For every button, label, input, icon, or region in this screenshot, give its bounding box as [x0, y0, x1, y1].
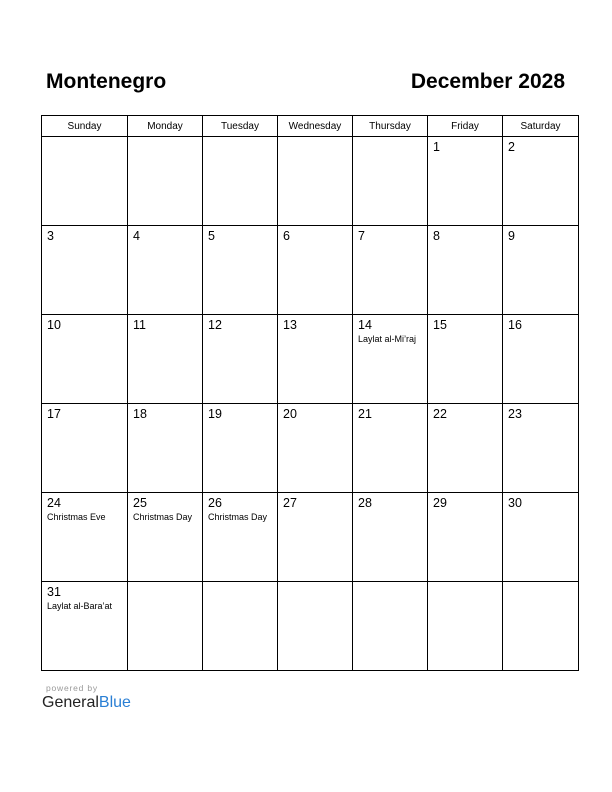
day-number: 29	[433, 496, 447, 510]
holiday-label: Christmas Day	[133, 512, 193, 522]
day-cell	[203, 226, 278, 315]
week-row	[42, 315, 579, 404]
day-cell	[278, 404, 353, 493]
day-number: 28	[358, 496, 372, 510]
day-cell	[503, 404, 579, 493]
holiday-label: Laylat al-Mi’raj	[358, 334, 417, 344]
week-row	[42, 137, 579, 226]
day-cell	[128, 137, 203, 226]
holiday-label: Laylat al-Bara’at	[47, 601, 113, 611]
day-number: 15	[433, 318, 447, 332]
weekday-header-row	[42, 116, 579, 137]
day-number: 12	[208, 318, 222, 332]
day-cell	[503, 493, 579, 582]
day-cell	[203, 493, 278, 582]
day-cell	[353, 315, 428, 404]
day-number: 24	[47, 496, 61, 510]
day-cell	[428, 226, 503, 315]
day-number: 26	[208, 496, 222, 510]
day-cell	[42, 137, 128, 226]
day-cell	[278, 315, 353, 404]
holiday-label: Christmas Day	[208, 512, 268, 522]
day-number: 11	[133, 318, 146, 332]
weekday-header: Sunday	[42, 116, 128, 137]
day-number: 3	[47, 229, 54, 243]
day-cell	[278, 493, 353, 582]
day-cell	[353, 226, 428, 315]
weekday-header: Thursday	[353, 116, 428, 137]
day-cell	[128, 315, 203, 404]
day-number: 5	[208, 229, 215, 243]
day-number: 17	[47, 407, 61, 421]
day-number: 30	[508, 496, 522, 510]
day-cell	[503, 226, 579, 315]
day-cell	[503, 582, 579, 671]
day-cell	[353, 404, 428, 493]
day-cell	[428, 582, 503, 671]
day-number: 4	[133, 229, 140, 243]
day-cell	[128, 582, 203, 671]
day-cell	[42, 404, 128, 493]
day-number: 23	[508, 407, 522, 421]
day-cell	[42, 315, 128, 404]
day-cell	[278, 137, 353, 226]
day-cell	[203, 582, 278, 671]
day-cell	[42, 582, 128, 671]
day-number: 10	[47, 318, 61, 332]
day-cell	[42, 226, 128, 315]
weekday-header: Tuesday	[203, 116, 278, 137]
week-row	[42, 582, 579, 671]
day-cell	[428, 493, 503, 582]
day-number: 20	[283, 407, 297, 421]
day-number: 31	[47, 585, 61, 599]
day-number: 1	[433, 140, 440, 154]
day-cell	[278, 226, 353, 315]
generalblue-logo[interactable]	[42, 694, 131, 712]
weekday-header: Saturday	[503, 116, 579, 137]
day-number: 27	[283, 496, 297, 510]
day-cell	[353, 137, 428, 226]
day-cell	[503, 315, 579, 404]
day-cell	[128, 226, 203, 315]
day-number: 13	[283, 318, 297, 332]
powered-by-label: powered by	[46, 683, 98, 693]
brand-general-text: General	[42, 694, 99, 711]
brand-blue-text: Blue	[98, 694, 131, 711]
day-cell	[353, 582, 428, 671]
day-number: 9	[508, 229, 515, 243]
week-row	[42, 226, 579, 315]
day-number: 22	[433, 407, 447, 421]
day-cell	[278, 582, 353, 671]
weekday-header: Friday	[428, 116, 503, 137]
day-cell	[203, 137, 278, 226]
day-number: 6	[283, 229, 290, 243]
day-cell	[428, 404, 503, 493]
day-cell	[128, 493, 203, 582]
weekday-header: Monday	[128, 116, 203, 137]
day-cell	[42, 493, 128, 582]
month-year-title: December 2028	[410, 70, 565, 93]
day-cell	[353, 493, 428, 582]
day-number: 19	[208, 407, 222, 421]
day-number: 2	[508, 140, 515, 154]
day-cell	[128, 404, 203, 493]
weekday-header: Wednesday	[278, 116, 353, 137]
day-number: 18	[133, 407, 147, 421]
day-number: 21	[358, 407, 372, 421]
day-number: 14	[358, 318, 372, 332]
day-number: 8	[433, 229, 440, 243]
holiday-label: Christmas Eve	[47, 512, 106, 522]
country-title: Montenegro	[46, 70, 167, 93]
day-number: 16	[508, 318, 522, 332]
day-cell	[428, 137, 503, 226]
day-cell	[203, 404, 278, 493]
day-number: 25	[133, 496, 147, 510]
day-number: 7	[358, 229, 365, 243]
week-row	[42, 404, 579, 493]
day-cell	[203, 315, 278, 404]
week-row	[42, 493, 579, 582]
day-cell	[503, 137, 579, 226]
calendar-grid	[41, 115, 579, 671]
day-cell	[428, 315, 503, 404]
